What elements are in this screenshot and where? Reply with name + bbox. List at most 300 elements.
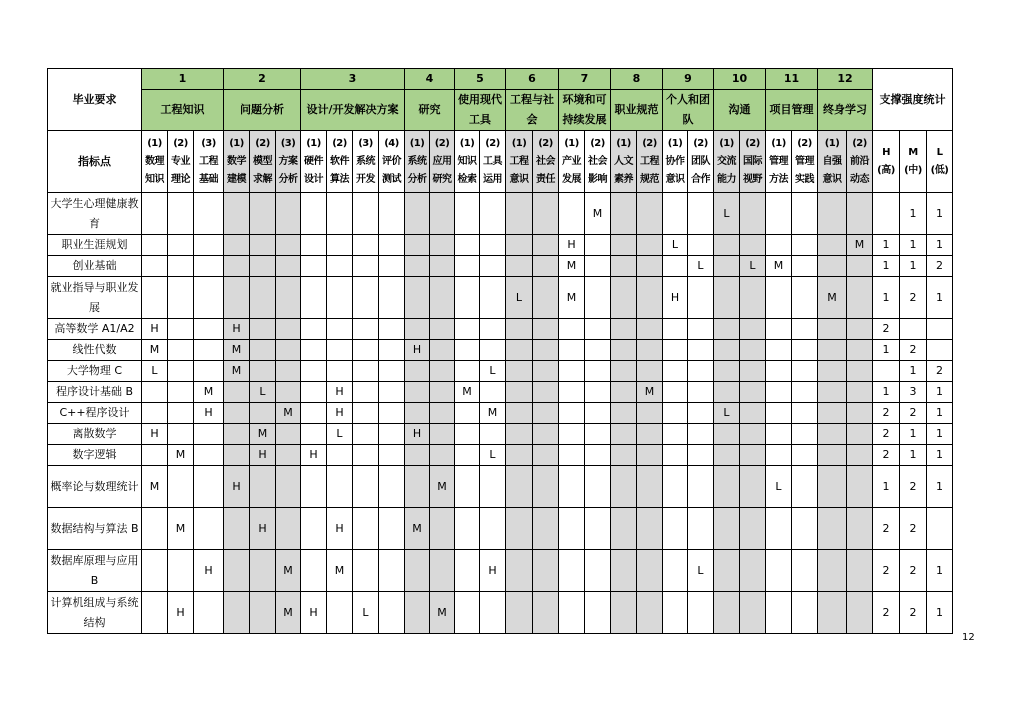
support-level-cell bbox=[533, 340, 559, 361]
support-level-cell bbox=[301, 256, 327, 277]
indicator-number: (3) bbox=[358, 137, 373, 149]
indicator-cell bbox=[405, 131, 430, 193]
support-level-cell bbox=[276, 361, 301, 382]
course-name: 高等数学 A1/A2 bbox=[48, 319, 142, 340]
indicator-cell bbox=[585, 131, 611, 193]
requirement-title: 工程与社会 bbox=[506, 90, 559, 131]
support-count-l: 1 bbox=[927, 592, 953, 634]
course-name: 数字逻辑 bbox=[48, 445, 142, 466]
support-level-cell bbox=[455, 361, 480, 382]
support-level-cell bbox=[430, 256, 455, 277]
support-level-cell bbox=[559, 340, 585, 361]
support-level-cell bbox=[740, 277, 766, 319]
support-level-cell: H bbox=[663, 277, 688, 319]
support-count-l: 2 bbox=[927, 361, 953, 382]
support-level-cell bbox=[379, 277, 405, 319]
support-level-cell bbox=[430, 445, 455, 466]
support-level-cell bbox=[301, 277, 327, 319]
support-level-cell bbox=[250, 340, 276, 361]
support-level-cell bbox=[430, 277, 455, 319]
support-level-cell bbox=[480, 193, 506, 235]
support-level-cell bbox=[506, 193, 533, 235]
indicator-number: (3) bbox=[201, 137, 216, 149]
support-level-cell bbox=[611, 508, 637, 550]
support-level-cell bbox=[353, 256, 379, 277]
requirement-title: 个人和团队 bbox=[663, 90, 714, 131]
support-count-h: 2 bbox=[873, 424, 900, 445]
indicator-text: 合作 bbox=[691, 173, 710, 185]
support-level-cell bbox=[276, 466, 301, 508]
support-level-cell bbox=[792, 508, 818, 550]
support-level-cell bbox=[250, 235, 276, 256]
support-level-cell bbox=[168, 277, 194, 319]
support-level-cell bbox=[688, 424, 714, 445]
support-level-cell: M bbox=[224, 340, 250, 361]
support-count-l: 1 bbox=[927, 382, 953, 403]
support-level-cell bbox=[430, 361, 455, 382]
indicator-text: 工程 bbox=[509, 155, 529, 167]
indicator-text: 硬件 bbox=[304, 155, 323, 167]
indicator-text: 视野 bbox=[743, 173, 762, 185]
support-level-cell bbox=[585, 592, 611, 634]
course-name: 数据库原理与应用 B bbox=[48, 550, 142, 592]
indicator-text: 影响 bbox=[588, 173, 607, 185]
support-level-cell bbox=[506, 382, 533, 403]
course-row bbox=[48, 340, 953, 361]
support-level-cell bbox=[480, 382, 506, 403]
support-level-cell bbox=[611, 550, 637, 592]
indicator-number: (3) bbox=[280, 137, 296, 149]
support-level-cell bbox=[585, 235, 611, 256]
support-level-cell bbox=[818, 382, 847, 403]
requirement-label: 毕业要求 bbox=[48, 69, 142, 131]
support-column-header bbox=[927, 131, 953, 193]
indicator-text: 开发 bbox=[356, 173, 375, 185]
indicator-number: (4) bbox=[384, 137, 399, 149]
support-level-cell bbox=[506, 340, 533, 361]
support-level-cell bbox=[818, 256, 847, 277]
support-level-cell bbox=[533, 361, 559, 382]
support-level-cell bbox=[688, 193, 714, 235]
support-count-l: 1 bbox=[927, 235, 953, 256]
indicator-number: (1) bbox=[616, 137, 631, 149]
support-level-cell bbox=[142, 403, 168, 424]
indicator-text: 意识 bbox=[509, 173, 529, 185]
support-level-cell bbox=[276, 508, 301, 550]
support-level-cell: M bbox=[168, 445, 194, 466]
support-level-cell bbox=[480, 256, 506, 277]
support-level-cell bbox=[688, 592, 714, 634]
support-level-cell: M bbox=[455, 382, 480, 403]
support-level-cell bbox=[506, 550, 533, 592]
support-level-cell bbox=[766, 445, 792, 466]
support-level-cell: H bbox=[405, 340, 430, 361]
support-level-cell bbox=[740, 382, 766, 403]
support-level-cell: M bbox=[250, 424, 276, 445]
support-level-cell bbox=[353, 424, 379, 445]
support-level-cell bbox=[792, 256, 818, 277]
requirement-number: 6 bbox=[506, 69, 559, 90]
support-level-cell bbox=[194, 277, 224, 319]
support-level-cell bbox=[276, 319, 301, 340]
support-count-m bbox=[900, 319, 927, 340]
support-level-cell bbox=[792, 193, 818, 235]
indicator-number: (1) bbox=[229, 137, 244, 149]
support-level-cell: H bbox=[224, 319, 250, 340]
indicator-text: 意识 bbox=[822, 173, 842, 185]
support-level-cell bbox=[766, 550, 792, 592]
support-level-cell: L bbox=[688, 256, 714, 277]
support-level-cell bbox=[637, 550, 663, 592]
course-row bbox=[48, 445, 953, 466]
support-level-cell bbox=[792, 445, 818, 466]
support-level-cell bbox=[585, 403, 611, 424]
support-count-m: 1 bbox=[900, 193, 927, 235]
support-level-cell bbox=[792, 466, 818, 508]
support-level-cell bbox=[766, 235, 792, 256]
support-level-cell bbox=[379, 256, 405, 277]
support-count-l: 1 bbox=[927, 550, 953, 592]
indicator-number: (1) bbox=[511, 137, 527, 149]
support-level-cell bbox=[168, 319, 194, 340]
support-level-cell bbox=[792, 592, 818, 634]
support-level-cell bbox=[405, 193, 430, 235]
support-column-label: (高) bbox=[877, 164, 895, 176]
indicator-text: 建模 bbox=[227, 173, 246, 185]
support-level-cell bbox=[611, 319, 637, 340]
indicator-cell bbox=[430, 131, 455, 193]
support-level-cell bbox=[506, 508, 533, 550]
support-level-cell bbox=[714, 340, 740, 361]
course-name: 职业生涯规划 bbox=[48, 235, 142, 256]
support-level-cell bbox=[430, 508, 455, 550]
support-level-cell: H bbox=[405, 424, 430, 445]
indicator-cell bbox=[194, 131, 224, 193]
indicator-text: 意识 bbox=[665, 173, 685, 185]
indicator-cell bbox=[224, 131, 250, 193]
indicator-text: 模型 bbox=[253, 155, 272, 167]
support-level-cell bbox=[533, 445, 559, 466]
support-level-cell bbox=[637, 193, 663, 235]
support-level-cell bbox=[792, 319, 818, 340]
support-level-cell bbox=[301, 235, 327, 256]
support-count-h: 2 bbox=[873, 508, 900, 550]
support-level-cell bbox=[276, 445, 301, 466]
support-level-cell bbox=[168, 382, 194, 403]
indicator-cell bbox=[301, 131, 327, 193]
support-count-m: 2 bbox=[900, 550, 927, 592]
indicator-number: (1) bbox=[771, 137, 786, 149]
support-level-cell: H bbox=[224, 466, 250, 508]
support-level-cell bbox=[353, 319, 379, 340]
support-level-cell bbox=[506, 466, 533, 508]
support-level-cell bbox=[714, 361, 740, 382]
support-level-cell bbox=[276, 193, 301, 235]
support-level-cell: M bbox=[766, 256, 792, 277]
support-count-h: 1 bbox=[873, 466, 900, 508]
indicator-number: (2) bbox=[590, 137, 605, 149]
support-count-h: 2 bbox=[873, 550, 900, 592]
support-level-cell bbox=[740, 340, 766, 361]
support-level-cell bbox=[533, 466, 559, 508]
support-level-cell bbox=[224, 382, 250, 403]
support-level-cell bbox=[455, 277, 480, 319]
support-level-cell bbox=[766, 424, 792, 445]
support-level-cell bbox=[301, 466, 327, 508]
support-count-l: 2 bbox=[927, 256, 953, 277]
indicator-number: (2) bbox=[485, 137, 500, 149]
support-count-h: 2 bbox=[873, 445, 900, 466]
support-column-label: H bbox=[882, 146, 890, 158]
indicator-cell bbox=[847, 131, 873, 193]
support-level-cell bbox=[430, 319, 455, 340]
support-level-cell bbox=[740, 403, 766, 424]
support-level-cell bbox=[847, 319, 873, 340]
support-level-cell bbox=[353, 550, 379, 592]
indicator-text: 管理 bbox=[795, 155, 814, 167]
support-level-cell bbox=[168, 466, 194, 508]
support-level-cell: H bbox=[142, 424, 168, 445]
support-level-cell bbox=[847, 403, 873, 424]
support-level-cell bbox=[688, 235, 714, 256]
support-level-cell bbox=[533, 235, 559, 256]
indicator-cell bbox=[688, 131, 714, 193]
support-count-h: 1 bbox=[873, 382, 900, 403]
support-column-label: L bbox=[936, 146, 943, 158]
support-level-cell: L bbox=[250, 382, 276, 403]
support-level-cell bbox=[663, 550, 688, 592]
support-level-cell bbox=[714, 508, 740, 550]
support-level-cell bbox=[818, 466, 847, 508]
requirement-number: 10 bbox=[714, 69, 766, 90]
indicator-text: 评价 bbox=[382, 155, 401, 167]
support-level-cell bbox=[792, 424, 818, 445]
indicator-number: (2) bbox=[693, 137, 708, 149]
support-level-cell bbox=[168, 424, 194, 445]
support-level-cell bbox=[142, 508, 168, 550]
support-level-cell: M bbox=[142, 466, 168, 508]
support-level-cell: M bbox=[585, 193, 611, 235]
support-count-l: 1 bbox=[927, 403, 953, 424]
support-level-cell bbox=[663, 592, 688, 634]
support-count-m: 2 bbox=[900, 592, 927, 634]
support-level-cell bbox=[818, 424, 847, 445]
indicator-text: 方法 bbox=[769, 173, 788, 185]
support-level-cell bbox=[455, 508, 480, 550]
support-level-cell bbox=[792, 382, 818, 403]
indicator-text: 软件 bbox=[330, 155, 349, 167]
support-level-cell: H bbox=[301, 445, 327, 466]
support-level-cell bbox=[688, 403, 714, 424]
indicator-text: 研究 bbox=[432, 173, 452, 185]
support-level-cell: L bbox=[142, 361, 168, 382]
support-level-cell bbox=[327, 340, 353, 361]
support-level-cell bbox=[688, 382, 714, 403]
support-level-cell: M bbox=[559, 256, 585, 277]
support-level-cell bbox=[585, 508, 611, 550]
support-level-cell bbox=[637, 256, 663, 277]
support-level-cell bbox=[301, 340, 327, 361]
support-level-cell bbox=[533, 592, 559, 634]
support-level-cell bbox=[559, 592, 585, 634]
support-level-cell bbox=[405, 235, 430, 256]
support-level-cell bbox=[168, 550, 194, 592]
support-level-cell bbox=[327, 193, 353, 235]
support-level-cell bbox=[506, 235, 533, 256]
support-level-cell: H bbox=[480, 550, 506, 592]
support-level-cell bbox=[585, 256, 611, 277]
support-level-cell bbox=[766, 319, 792, 340]
support-level-cell bbox=[663, 319, 688, 340]
support-count-l bbox=[927, 340, 953, 361]
support-level-cell bbox=[250, 256, 276, 277]
support-level-cell bbox=[585, 319, 611, 340]
support-level-cell: M bbox=[847, 235, 873, 256]
support-level-cell bbox=[585, 466, 611, 508]
support-count-h bbox=[873, 193, 900, 235]
support-level-cell bbox=[688, 466, 714, 508]
support-level-cell bbox=[353, 361, 379, 382]
support-level-cell bbox=[224, 508, 250, 550]
indicator-number: (1) bbox=[306, 137, 321, 149]
support-level-cell bbox=[224, 445, 250, 466]
support-level-cell bbox=[430, 550, 455, 592]
indicator-number: (1) bbox=[719, 137, 734, 149]
support-level-cell bbox=[766, 361, 792, 382]
support-count-l: 1 bbox=[927, 193, 953, 235]
support-level-cell bbox=[142, 550, 168, 592]
course-row bbox=[48, 193, 953, 235]
support-count-m: 2 bbox=[900, 466, 927, 508]
requirement-title: 沟通 bbox=[714, 90, 766, 131]
support-level-cell: M bbox=[818, 277, 847, 319]
support-level-cell bbox=[533, 277, 559, 319]
header-row-numbers bbox=[48, 69, 953, 90]
support-level-cell bbox=[766, 508, 792, 550]
support-level-cell bbox=[327, 277, 353, 319]
support-level-cell bbox=[480, 592, 506, 634]
support-level-cell bbox=[379, 445, 405, 466]
support-level-cell: H bbox=[559, 235, 585, 256]
course-row bbox=[48, 382, 953, 403]
support-level-cell bbox=[168, 361, 194, 382]
support-level-cell bbox=[250, 193, 276, 235]
support-level-cell bbox=[379, 403, 405, 424]
support-level-cell: M bbox=[224, 361, 250, 382]
support-level-cell bbox=[250, 592, 276, 634]
indicator-cell bbox=[480, 131, 506, 193]
support-level-cell: L bbox=[740, 256, 766, 277]
support-level-cell bbox=[301, 508, 327, 550]
indicator-text: 理论 bbox=[171, 173, 190, 185]
support-level-cell bbox=[455, 319, 480, 340]
course-name: 大学生心理健康教育 bbox=[48, 193, 142, 235]
indicator-cell bbox=[533, 131, 559, 193]
support-level-cell bbox=[430, 424, 455, 445]
indicator-text: 动态 bbox=[850, 173, 869, 185]
indicator-text: 国际 bbox=[743, 155, 762, 167]
indicator-text: 应用 bbox=[432, 155, 452, 167]
support-level-cell bbox=[301, 193, 327, 235]
support-level-cell bbox=[301, 319, 327, 340]
indicator-text: 数理 bbox=[145, 155, 164, 167]
support-level-cell bbox=[327, 466, 353, 508]
indicator-text: 专业 bbox=[171, 155, 190, 167]
indicator-text: 能力 bbox=[717, 173, 736, 185]
requirement-title: 终身学习 bbox=[818, 90, 873, 131]
support-level-cell bbox=[533, 424, 559, 445]
support-level-cell bbox=[559, 319, 585, 340]
support-level-cell bbox=[740, 508, 766, 550]
course-row bbox=[48, 319, 953, 340]
support-level-cell bbox=[405, 319, 430, 340]
course-row bbox=[48, 550, 953, 592]
support-level-cell bbox=[688, 445, 714, 466]
support-level-cell bbox=[740, 319, 766, 340]
indicator-text: 方案 bbox=[278, 155, 298, 167]
support-level-cell bbox=[818, 508, 847, 550]
support-level-cell bbox=[714, 466, 740, 508]
support-count-h: 2 bbox=[873, 403, 900, 424]
support-level-cell bbox=[250, 466, 276, 508]
indicator-text: 知识 bbox=[457, 155, 477, 167]
support-level-cell bbox=[194, 466, 224, 508]
support-level-cell bbox=[301, 550, 327, 592]
support-level-cell bbox=[533, 319, 559, 340]
support-level-cell bbox=[663, 382, 688, 403]
support-level-cell bbox=[455, 193, 480, 235]
support-level-cell: H bbox=[327, 508, 353, 550]
support-level-cell bbox=[327, 319, 353, 340]
page-number: 12 bbox=[962, 632, 975, 643]
support-level-cell bbox=[224, 424, 250, 445]
support-level-cell bbox=[455, 550, 480, 592]
support-level-cell bbox=[766, 340, 792, 361]
support-level-cell bbox=[506, 403, 533, 424]
support-level-cell bbox=[559, 403, 585, 424]
support-level-cell bbox=[353, 277, 379, 319]
support-level-cell bbox=[224, 235, 250, 256]
support-level-cell bbox=[224, 550, 250, 592]
support-count-m: 2 bbox=[900, 508, 927, 550]
support-level-cell bbox=[637, 277, 663, 319]
support-level-cell bbox=[142, 592, 168, 634]
support-count-l: 1 bbox=[927, 445, 953, 466]
support-level-cell bbox=[818, 340, 847, 361]
support-level-cell bbox=[379, 382, 405, 403]
support-level-cell bbox=[168, 256, 194, 277]
support-level-cell bbox=[533, 193, 559, 235]
support-level-cell: H bbox=[168, 592, 194, 634]
course-name: 概率论与数理统计 bbox=[48, 466, 142, 508]
indicator-text: 管理 bbox=[769, 155, 788, 167]
indicator-number: (2) bbox=[434, 137, 450, 149]
support-level-cell bbox=[766, 382, 792, 403]
support-level-cell bbox=[142, 445, 168, 466]
support-level-cell bbox=[250, 361, 276, 382]
support-level-cell bbox=[301, 424, 327, 445]
support-level-cell bbox=[142, 382, 168, 403]
support-level-cell bbox=[194, 424, 224, 445]
support-level-cell bbox=[663, 466, 688, 508]
support-level-cell bbox=[194, 256, 224, 277]
indicator-text: 系统 bbox=[407, 155, 427, 167]
course-name: 计算机组成与系统结构 bbox=[48, 592, 142, 634]
support-level-cell bbox=[740, 550, 766, 592]
indicator-cell bbox=[559, 131, 585, 193]
support-level-cell bbox=[480, 424, 506, 445]
support-level-cell bbox=[405, 466, 430, 508]
